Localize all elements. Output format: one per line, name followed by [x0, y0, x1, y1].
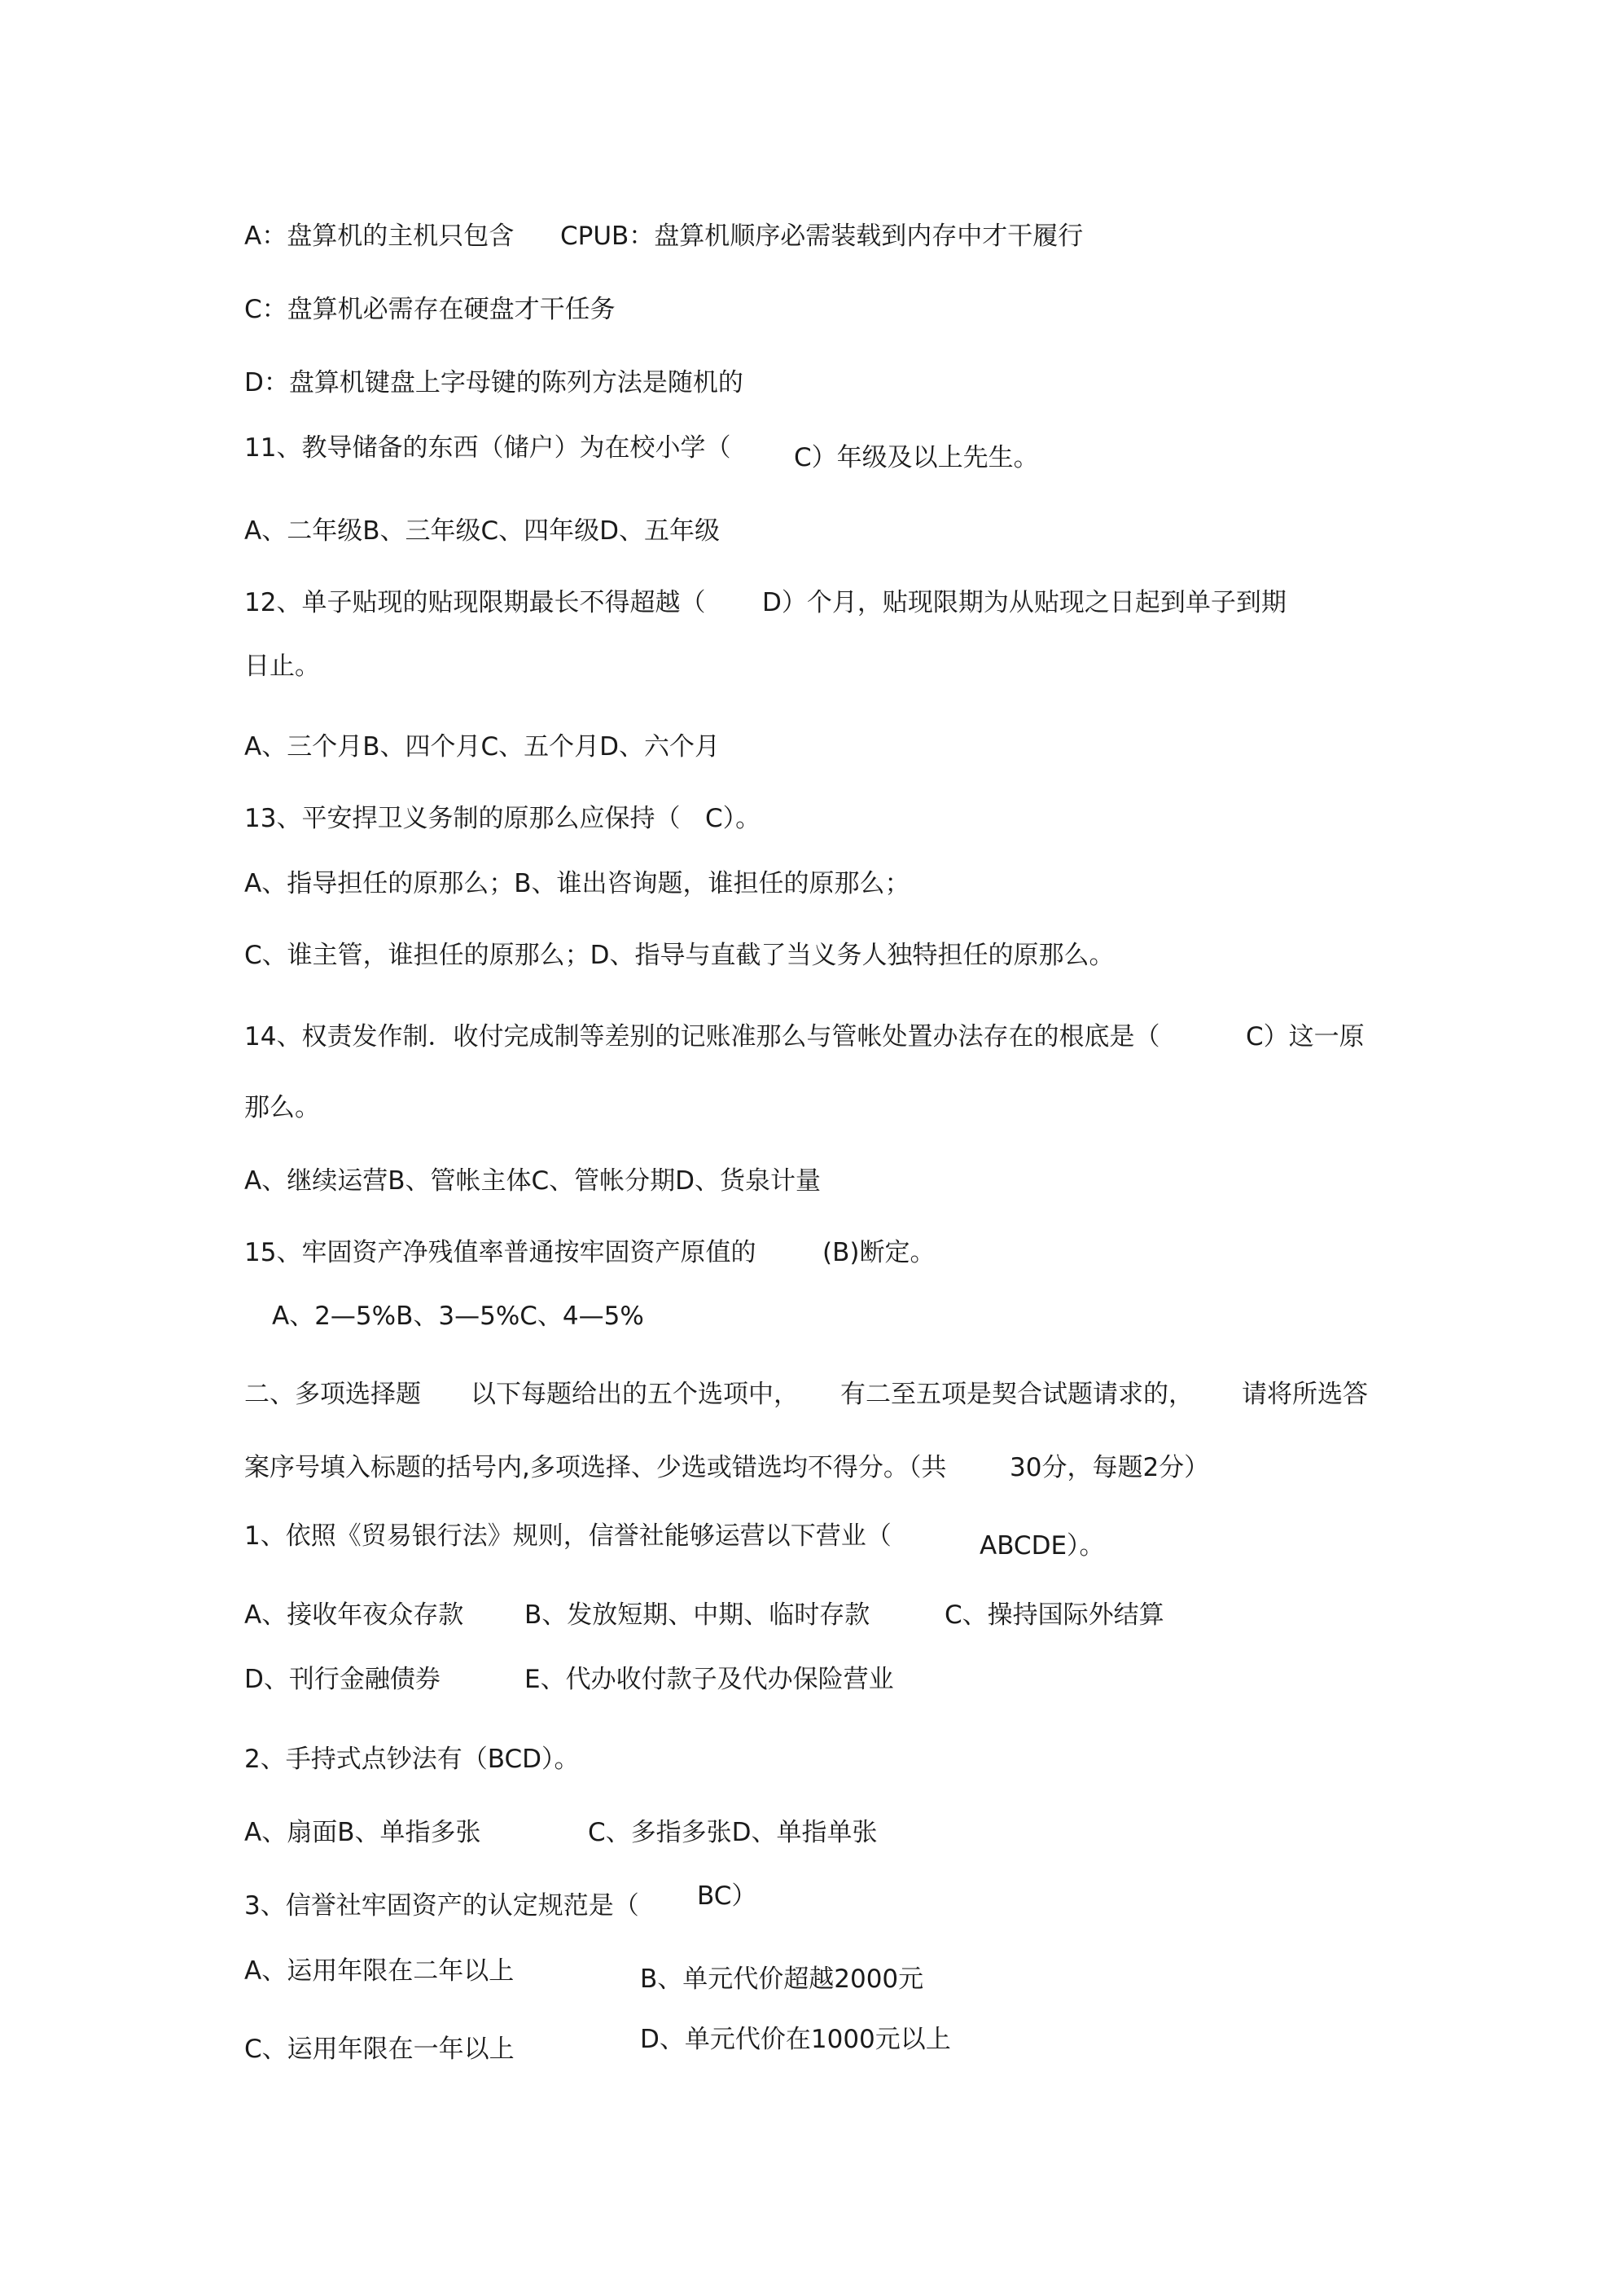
- question-answer: C）。: [705, 804, 761, 833]
- question-answer: ABCDE）。: [980, 1531, 1105, 1561]
- question-line: 14、权责发作制．收付完成制等差别的记账准那么与管帐处置办法存在的根底是（: [244, 1022, 1160, 1051]
- question-line: 1、依照《贸易银行法》规则，信誉社能够运营以下营业（: [244, 1521, 892, 1551]
- section-instructions: 以下每题给出的五个选项中，: [471, 1380, 799, 1409]
- option-line: C：盘算机必需存在硬盘才干任务: [244, 295, 616, 324]
- option-line: E、代办收付款子及代办保险营业: [524, 1665, 894, 1694]
- option-line: D、刊行金融债券: [244, 1665, 441, 1694]
- option-line: A、运用年限在二年以上: [244, 1956, 515, 1986]
- option-line: A、三个月B、四个月C、五个月D、六个月: [244, 732, 720, 762]
- option-line: B、发放短期、中期、临时存款: [524, 1600, 870, 1630]
- section-instructions: 有二至五项是契合试题请求的，: [840, 1380, 1194, 1409]
- option-line: A、继续运营B、管帐主体C、管帐分期D、货泉计量: [244, 1166, 821, 1196]
- question-answer: C）这一原: [1246, 1022, 1365, 1051]
- question-answer: D）个月，贴现限期为从贴现之日起到单子到期: [762, 588, 1287, 617]
- option-line: A：盘算机的主机只包含: [244, 222, 515, 251]
- option-line: B、单元代价超越2000元: [640, 1965, 924, 1994]
- question-line: 13、平安捍卫义务制的原那么应保持（: [244, 804, 681, 833]
- option-line: A、2—5%B、3—5%C、4—5%: [272, 1302, 644, 1331]
- option-line: A、扇面B、单指多张: [244, 1818, 481, 1847]
- option-line: C、操持国际外结算: [945, 1600, 1164, 1630]
- question-line: 2、手持式点钞法有（BCD）。: [244, 1745, 580, 1774]
- question-line: 3、信誉社牢固资产的认定规范是（: [244, 1891, 639, 1921]
- option-line: A、接收年夜众存款: [244, 1600, 464, 1630]
- question-answer: C）年级及以上先生。: [794, 443, 1039, 472]
- question-line-continued: 那么。: [244, 1093, 320, 1122]
- question-line: 11、教导储备的东西（储户）为在校小学（: [244, 433, 731, 463]
- option-line: C、谁主管，谁担任的原那么；D、指导与直截了当义务人独特担任的原那么。: [244, 941, 1115, 970]
- question-answer: (B)断定。: [822, 1238, 936, 1267]
- section-instructions: 案序号填入标题的括号内,多项选择、少选或错选均不得分。（共: [244, 1453, 947, 1482]
- option-line: A、指导担任的原那么；B、谁出咨询题，谁担任的原那么；: [244, 869, 910, 898]
- option-line: C、多指多张D、单指单张: [588, 1818, 878, 1847]
- section-instructions: 30分，每题2分）: [1010, 1453, 1210, 1482]
- option-line: D：盘算机键盘上字母键的陈列方法是随机的: [244, 368, 743, 397]
- option-line: CPUB：盘算机顺序必需装载到内存中才干履行: [560, 222, 1084, 251]
- option-line: C、运用年限在一年以上: [244, 2035, 515, 2064]
- question-line: 15、牢固资产净残值率普通按牢固资产原值的: [244, 1238, 756, 1267]
- option-line: A、二年级B、三年级C、四年级D、五年级: [244, 516, 720, 546]
- question-line: 12、单子贴现的贴现限期最长不得超越（: [244, 588, 706, 617]
- question-line-continued: 日止。: [244, 652, 320, 681]
- question-answer: BC）: [697, 1881, 757, 1911]
- section-heading: 二、多项选择题: [244, 1380, 421, 1409]
- section-instructions: 请将所选答: [1242, 1380, 1368, 1409]
- option-line: D、单元代价在1000元以上: [640, 2025, 951, 2054]
